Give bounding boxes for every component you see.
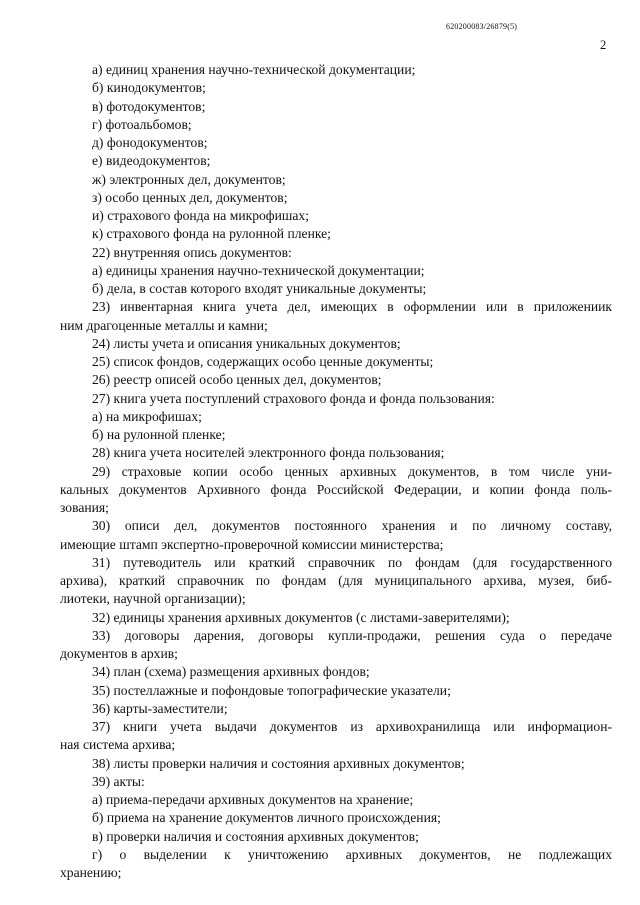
text-line: 22) внутренняя опись документов:	[92, 244, 292, 260]
text-line: а) единиц хранения научно-технической документации;	[92, 62, 416, 77]
text-line: к) страхового фонда на рулонной пленке;	[92, 226, 331, 242]
page-number: 2	[600, 38, 607, 52]
text-line: документов в архив;	[60, 646, 178, 661]
text-line: зования;	[60, 500, 109, 515]
text-line: 31) путеводитель или краткий справочник по фондам (для государственного	[92, 554, 612, 570]
text-line: г) фотоальбомов;	[92, 116, 192, 132]
text-line: 37) книги учета выдачи документов из архивохранилища или информацион-	[92, 719, 612, 734]
text-line: хранению;	[60, 865, 122, 880]
text-line: д) фонодокументов;	[92, 135, 208, 150]
text-line: в) проверки наличия и состояния архивных документов;	[92, 828, 419, 844]
text-line: а) единицы хранения научно-технической документации;	[92, 262, 425, 278]
text-line: имеющие штамп экспертно-проверочной комиссии министерства;	[60, 536, 444, 552]
text-line: а) на микрофишах;	[92, 408, 202, 424]
text-line: б) на рулонной пленке;	[92, 427, 226, 442]
text-line: 36) карты-заместители;	[92, 700, 228, 716]
text-line: 32) единицы хранения архивных документов (с листами-заверителями);	[92, 609, 510, 625]
text-line: ж) электронных дел, документов;	[92, 171, 286, 187]
text-line: кальных документов Архивного фонда Российской Федерации, и копии фонда поль-	[60, 481, 612, 497]
text-line: б) кинодокументов;	[92, 80, 206, 96]
text-line: в) фотодокументов;	[92, 98, 206, 114]
text-line: б) дела, в состав которого входят уникальные документы;	[92, 281, 427, 296]
text-line: 25) список фондов, содержащих особо ценные документы;	[92, 354, 434, 369]
text-line: б) приема на хранение документов личного происхождения;	[92, 810, 441, 826]
text-line: 29) страховые копии особо ценных архивных документов, в том числе уни-	[92, 463, 612, 479]
text-line: 38) листы проверки наличия и состояния архивных документов;	[92, 755, 465, 771]
text-line: з) особо ценных дел, документов;	[92, 189, 288, 205]
text-line: 35) постеллажные и пофондовые топографические указатели;	[92, 682, 451, 698]
text-line: 34) план (схема) размещения архивных фондов;	[92, 664, 370, 680]
text-line: г) о выделении к уничтожению архивных документов, не подлежащих	[92, 846, 612, 862]
text-line: и) страхового фонда на микрофишах;	[92, 208, 309, 223]
document-code: 620200083/26879(5)	[446, 22, 518, 31]
text-line: ним драгоценные металлы и камни;	[60, 317, 268, 333]
text-line: 23) инвентарная книга учета дел, имеющих в оформлении или в приложениик	[92, 299, 612, 315]
text-line: 27) книга учета поступлений страхового фонда и фонда пользования:	[92, 390, 495, 406]
text-line: ная система архива;	[60, 737, 176, 753]
text-line: лиотеки, научной организации);	[60, 591, 246, 607]
text-line: 24) листы учета и описания уникальных документов;	[92, 335, 401, 351]
text-line: 26) реестр описей особо ценных дел, документов;	[92, 372, 382, 388]
text-line: 39) акты:	[92, 773, 145, 789]
text-line: архива), краткий справочник по фондам (для муниципального архива, музея, биб-	[60, 573, 612, 588]
text-line: 30) описи дел, документов постоянного хранения и по личному составу,	[92, 518, 612, 534]
text-line: 28) книга учета носителей электронного фонда пользования;	[92, 445, 445, 461]
document-body	[60, 61, 612, 882]
text-line: е) видеодокументов;	[92, 153, 211, 169]
text-line: 33) договоры дарения, договоры купли-продажи, решения суда о передаче	[92, 627, 612, 643]
text-line: а) приема-передачи архивных документов на хранение;	[92, 792, 414, 807]
